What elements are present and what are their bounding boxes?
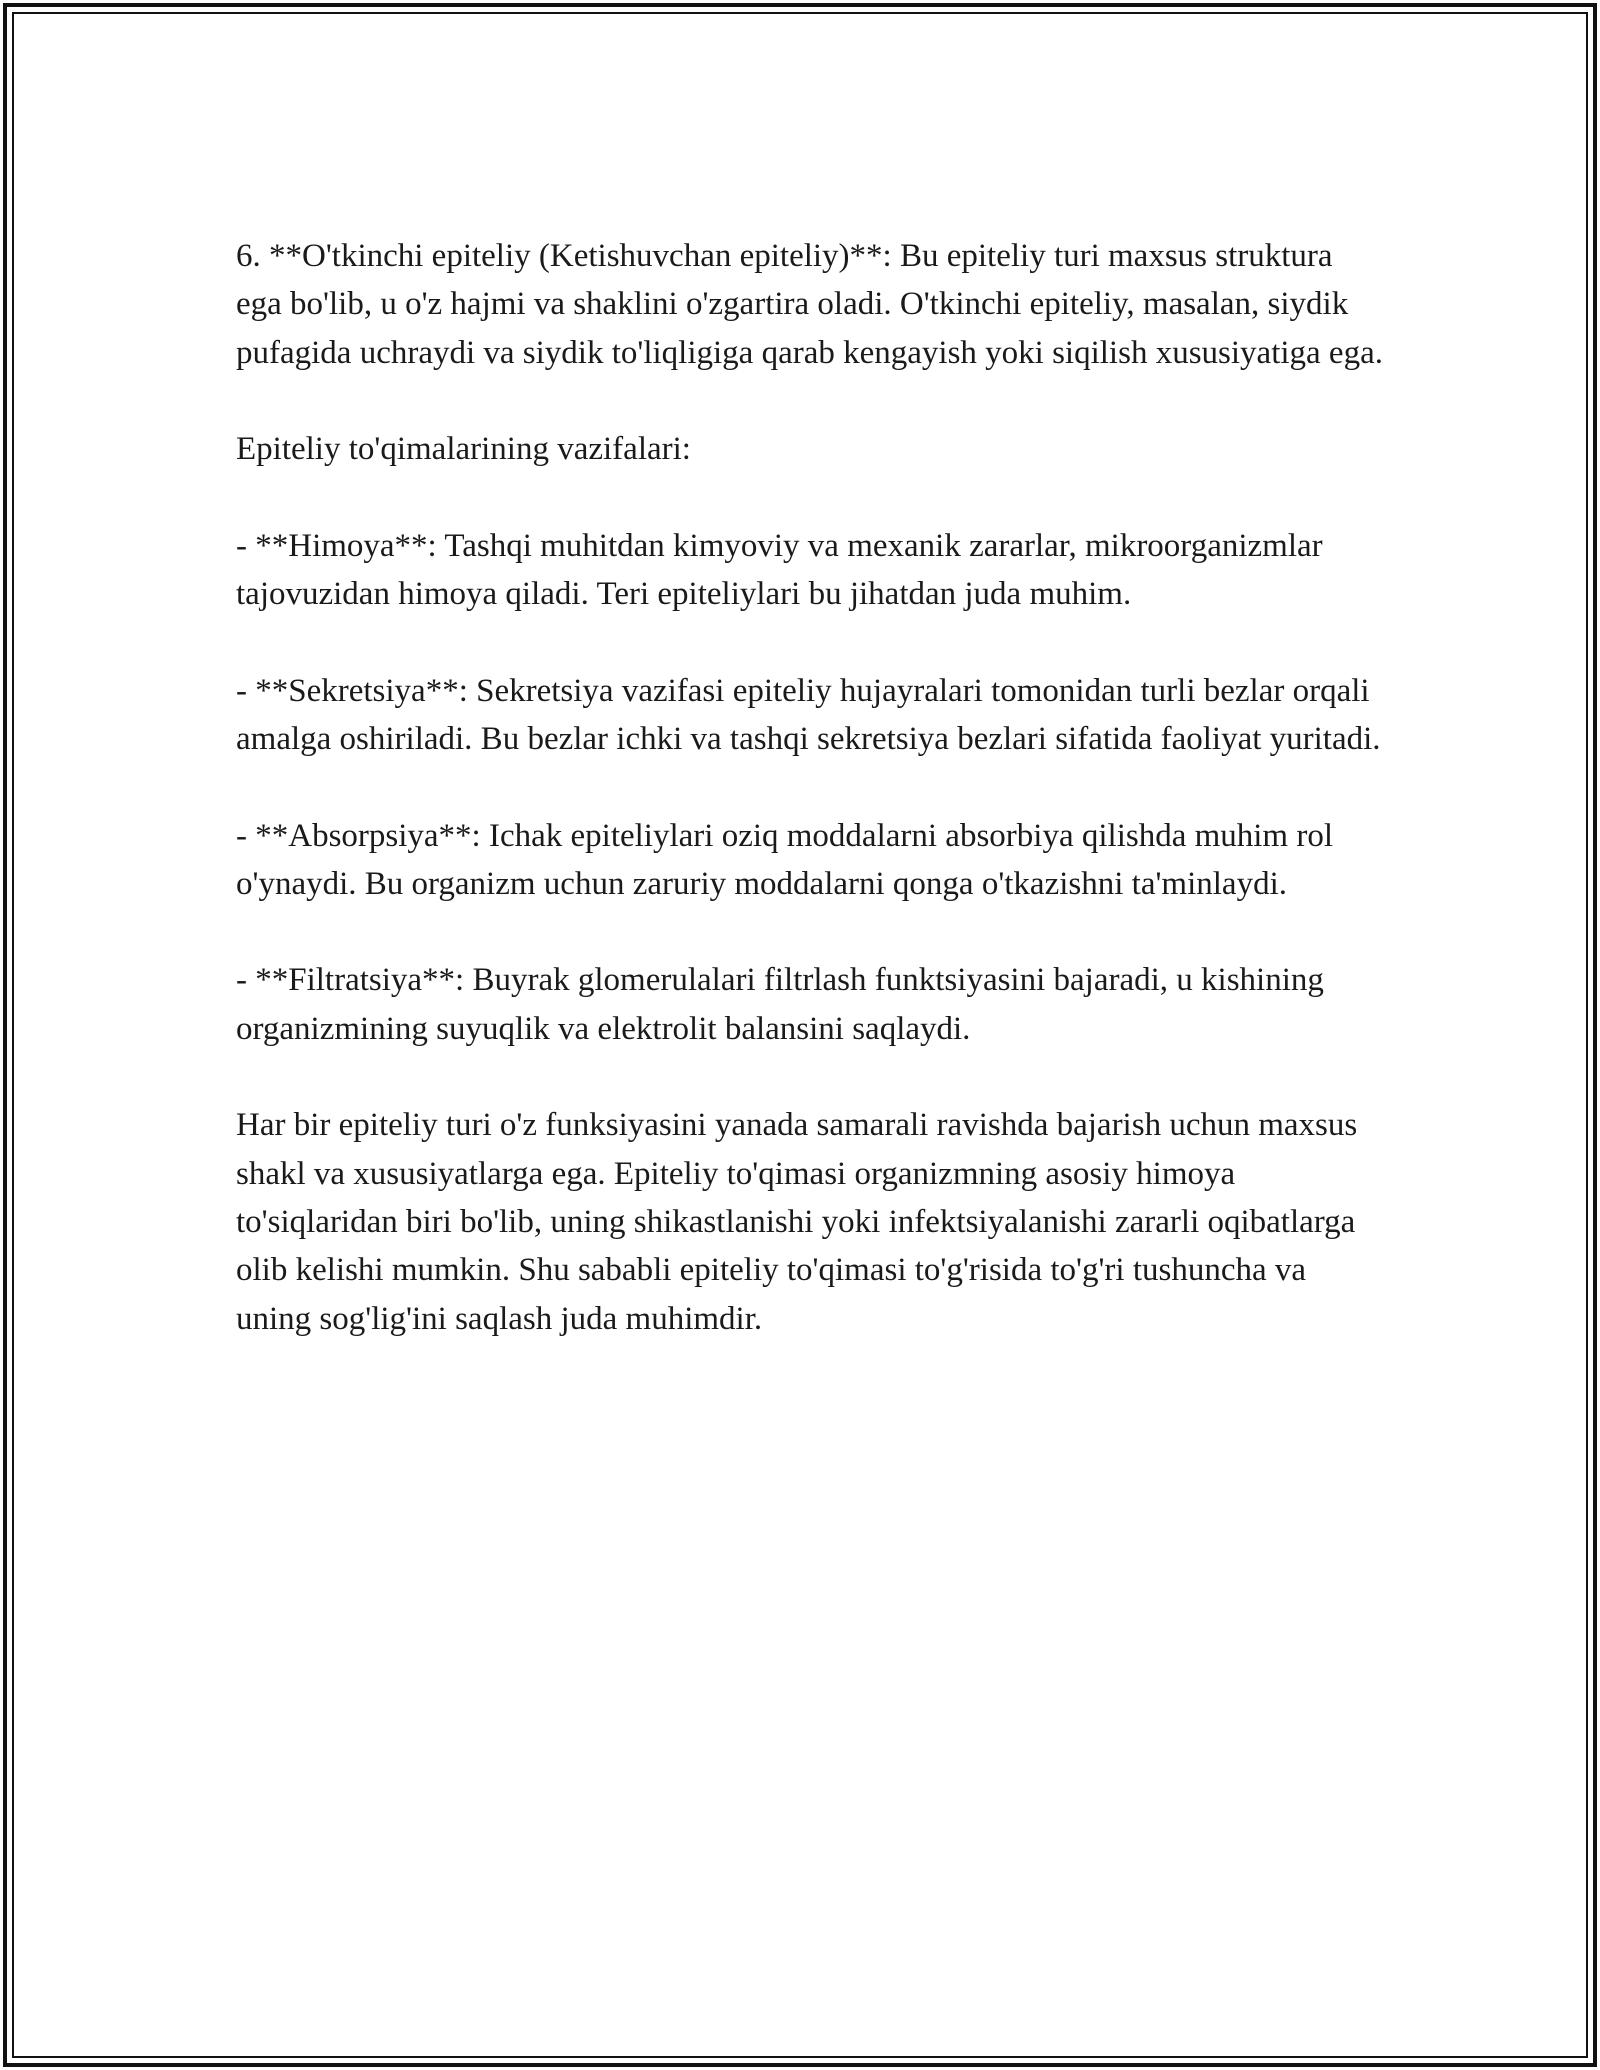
paragraph-transitional-epithelium: 6. **O'tkinchi epiteliy (Ketishuvchan epiteliy)**: Bu epiteliy turi maxsus struktura ega bo'lib, u o'z hajmi va shaklini o'zgartira oladi. O'tkinchi epiteliy, masalan, siydik pufagida uchraydi va siydik to'liqligiga qarab kengayish yoki siqilish xususiyatiga ega. bbox=[236, 238, 1383, 371]
paragraph-secretion: - **Sekretsiya**: Sekretsiya vazifasi epiteliy hujayralari tomonidan turli bezlar orqali amalga oshiriladi. Bu bezlar ichki va tashqi sekretsiya bezlari sifatida faoliyat yuritadi. bbox=[236, 672, 1381, 757]
paragraph-absorption: - **Absorpsiya**: Ichak epiteliylari oziq moddalarni absorbiya qilishda muhim rol o'ynaydi. Bu organizm uchun zaruriy moddalarni qonga o'tkazishni ta'minlaydi. bbox=[236, 817, 1334, 902]
document-body bbox=[236, 232, 1386, 1391]
paragraph-filtration: - **Filtratsiya**: Buyrak glomerulalari filtrlash funktsiyasini bajaradi, u kishining organizmining suyuqlik va elektrolit balansini saqlaydi. bbox=[236, 962, 1324, 1047]
paragraph-functions-heading: Epiteliy to'qimalarining vazifalari: bbox=[236, 431, 691, 468]
paragraph-protection: - **Himoya**: Tashqi muhitdan kimyoviy va mexanik zararlar, mikroorganizmlar tajovuzidan himoya qiladi. Teri epiteliylari bu jihatdan juda muhim. bbox=[236, 527, 1323, 613]
paragraph-conclusion: Har bir epiteliy turi o'z funksiyasini yanada samarali ravishda bajarish uchun maxsus shakl va xususiyatlarga ega. Epiteliy to'qimasi organizmning asosiy himoya to'siqlaridan biri bo'lib, uning shikastlanishi yoki infektsiyalanishi zararli oqibatlarga olib kelishi mumkin. Shu sababli epiteliy to'qimasi to'g'risida to'g'ri tushuncha va uning sog'lig'ini saqlash juda muhimdir. bbox=[236, 1107, 1358, 1337]
